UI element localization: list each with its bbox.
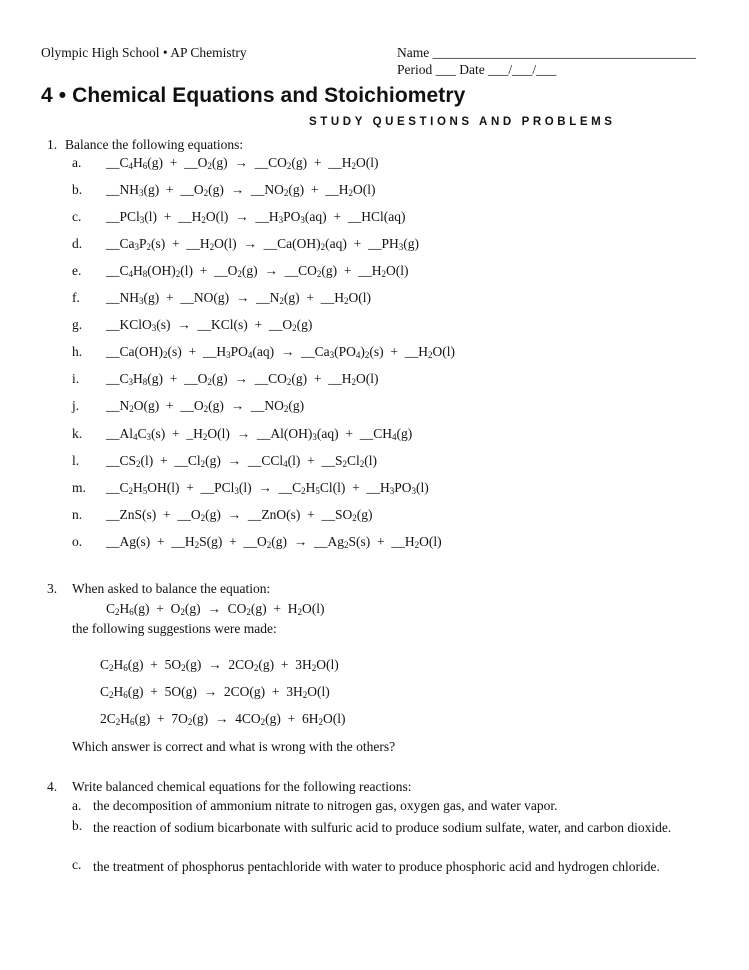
equation-to-balance: __KClO$_3$(s) → __KCl(s) + $\_\_O_2(g)$ [106,317,313,333]
equation-to-balance: $\_\_C_2H_5OH(l)$ + __PCl$_3$(l) → $\_\_C_2H_5Cl(l)$ + $\_\_H_3PO_3(l)$ [106,480,429,496]
equation-to-balance: __Ag(s) + $\_\_H_2S(g)$ + $\_\_O_2(g)$ → $\_\_Ag_2S(s)$ + $\_\_H_2O(l)$ [106,534,442,550]
equation-letter: h. [72,344,83,359]
question-3-lead: the following suggestions were made: [72,621,277,636]
equation-letter: n. [72,507,83,522]
equation-letter: g. [72,317,83,332]
question-1-prompt: Balance the following equations: [65,137,244,152]
question-4a-text: the decomposition of ammonium nitrate to nitrogen gas, oxygen gas, and water vapor. [93,798,558,813]
question-4-number: 4. [47,779,58,794]
suggested-equation: $2C_2H_6(g) + 7O_2(g) \to 4CO_2(g) + 6H_2O(l)$ [100,711,346,727]
equation-letter: o. [72,534,83,549]
equation-letter: a. [72,155,82,170]
question-3-prompt: When asked to balance the equation: [72,581,271,596]
equation-to-balance: $\_\_NH_3(g)$ + $\_\_O_2(g)$ → $\_\_NO_2(g)$ + $\_\_H_2O(l)$ [106,182,376,198]
question-4c-letter: c. [72,857,82,872]
question-4b-letter: b. [72,818,83,833]
question-4a-letter: a. [72,798,82,813]
equation-to-balance: $\_\_C_3H_8(g)$ + $\_\_O_2(g)$ → $\_\_CO_2(g)$ + $\_\_H_2O(l)$ [106,371,379,387]
equation-letter: d. [72,236,83,251]
question-3-question: Which answer is correct and what is wrong with the others? [72,739,396,754]
question-4b-text: the reaction of sodium bicarbonate with sulfuric acid to produce sodium sulfate, water, and carbon dioxide. [93,820,672,835]
equation-to-balance: $\_\_Ca(OH)_2(s)$ + $\_\_H_3PO_4(aq)$ → $\_\_Ca_3(PO_4)_2(s)$ + $\_\_H_2O(l)$ [106,344,455,360]
equation-letter: l. [72,453,80,468]
equation-letter: f. [72,290,80,305]
question-4-prompt: Write balanced chemical equations for the following reactions: [72,779,412,794]
equation-to-balance: $\_\_Al_4C_3(s)$ + $\_H_2O(l)$ → $\_\_Al(OH)_3(aq)$ + $\_\_CH_4(g)$ [106,426,413,442]
suggested-equation: $C_2H_6(g) + 5O(g) \to 2CO(g) + 3H_2O(l)$ [100,684,330,700]
question-3-equation: $C_2H_6(g) + O_2(g) \to CO_2(g) + H_2O(l)$ [106,601,325,617]
equation-letter: c. [72,209,82,224]
equation-letter: m. [72,480,86,495]
equation-to-balance: $\_\_C_4H_6(g)$ + $\_\_O_2(g)$ → $\_\_CO_2(g)$ + $\_\_H_2O(l)$ [106,155,379,171]
school-course-label: Olympic High School • AP Chemistry [41,45,247,60]
equation-letter: e. [72,263,82,278]
name-field-label: Name _______________________________________ [397,45,696,60]
suggested-equation: $C_2H_6(g) + 5O_2(g) \to 2CO_2(g) + 3H_2O(l)$ [100,657,339,673]
equation-to-balance: __ZnS(s) + $\_\_O_2(g)$ → __ZnO(s) + $\_\_SO_2(g)$ [106,507,373,523]
period-date-label: Period ___ Date ___/___/___ [397,62,557,77]
equation-letter: b. [72,182,83,197]
equation-to-balance: $\_\_C_4H_8(OH)_2(l)$ + $\_\_O_2(g)$ → $\_\_CO_2(g)$ + $\_\_H_2O(l)$ [106,263,409,279]
equation-letter: j. [72,398,80,413]
question-4c-text: the treatment of phosphorus pentachloride with water to produce phosphoric acid and hydrogen chloride. [93,859,660,874]
equation-to-balance: $\_\_Ca_3P_2(s)$ + $\_\_H_2O(l)$ → $\_\_Ca(OH)_2(aq)$ + $\_\_PH_3(g)$ [106,236,419,252]
page-subtitle: STUDY QUESTIONS AND PROBLEMS [309,116,616,128]
equation-to-balance: $\_\_NH_3(g)$ + __NO(g) → $\_\_N_2(g)$ + $\_\_H_2O(l)$ [106,290,371,306]
equation-to-balance: __PCl$_3$(l) + $\_\_H_2O(l)$ → $\_\_H_3PO_3(aq)$ + __HCl(aq) [106,209,406,225]
page-title: 4 • Chemical Equations and Stoichiometry [41,84,466,107]
equation-to-balance: $\_\_N_2O(g)$ + $\_\_O_2(g)$ → $\_\_NO_2(g)$ [106,398,305,414]
equation-letter: k. [72,426,83,441]
question-3-number: 3. [47,581,58,596]
equation-to-balance: $\_\_CS_2(l)$ + $\_\_Cl_2(g)$ → __CCl$_4$(l) + $\_\_S_2Cl_2(l)$ [106,453,378,469]
question-1-number: 1. [47,137,58,152]
equation-letter: i. [72,371,80,386]
